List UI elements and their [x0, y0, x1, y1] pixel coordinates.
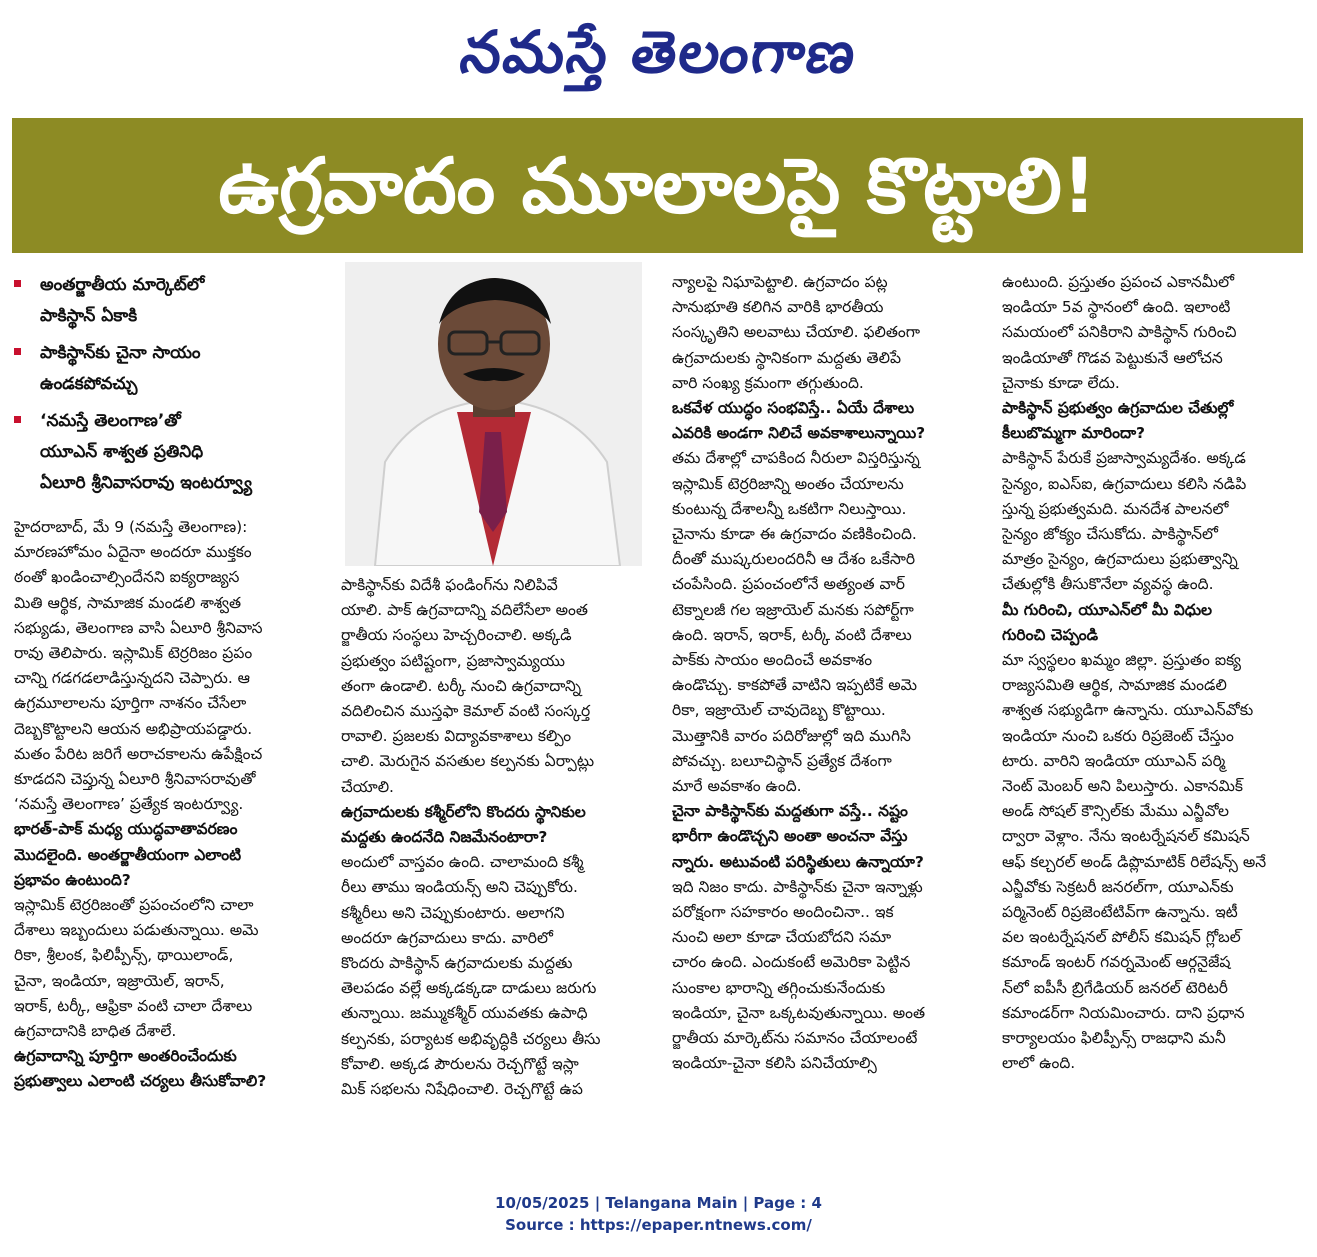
text-line: సభ్యుడు, తెలంగాణ వాసి ఏలూరి శ్రీనివాస: [14, 618, 263, 637]
question-line: మద్దతు ఉందనేది నిజమేనంటారా?: [341, 828, 548, 847]
text-line: న్యాలపై నిఘాపెట్టాలి. ఉగ్రవాదం పట్ల: [672, 273, 888, 291]
text-line: అండ్ సోషల్ కౌన్సిల్‌కు మేము ఎన్జీవోల: [1002, 802, 1229, 821]
text-line: మారణహోమం ఏదైనా అందరూ ముక్తకం: [14, 543, 252, 562]
text-line: చాన్ని గడగడలాడిస్తున్నదని చెప్పారు. ఆ: [14, 669, 251, 688]
text-line: ఇండియా-చైనా కలిసి పనిచేయాల్సి: [672, 1054, 877, 1073]
highlight-item: [12, 406, 332, 499]
question-line: ఒకవేళ యుద్ధం సంభవిస్తే.. ఏయే దేశాలు: [672, 399, 915, 418]
text-line: ర్జాతీయ మార్కెట్‌ను సమానం చేయాలంటే: [672, 1029, 918, 1048]
highlight-item: [12, 338, 332, 400]
bullet-square-icon: [14, 416, 21, 423]
text-line: చైనాను కూడా ఈ ఉగ్రవాదం వణికించింది.: [672, 525, 917, 544]
question-line: న్నారు. అటువంటి పరిస్థితులు ఉన్నాయా?: [672, 852, 924, 871]
text-line: ఇండియా, చైనా ఒక్కటవుతున్నాయి. అంత: [672, 1003, 926, 1022]
text-line: రావు తెలిపారు. ఇస్లామిక్ టెర్రరిజం ప్రపం: [14, 644, 253, 663]
text-line: ఠంతో ఖండించాల్సిందేనని ఐక్యరాజ్యస: [14, 568, 240, 587]
text-line: హైదరాబాద్, మే 9 (నమస్తే తెలంగాణ):: [14, 518, 248, 536]
article-column-4: [1002, 270, 1304, 1077]
text-line: పోవచ్చు. బలూచిస్థాన్ ప్రత్యేక దేశంగా: [672, 751, 892, 770]
text-line: చాలి. మెరుగైన వసతుల కల్పనకు ఏర్పాట్లు: [341, 752, 595, 771]
text-line: ఇది నిజం కాదు. పాకిస్థాన్‌కు చైనా ఇన్నాళ్లు: [672, 877, 923, 896]
text-line: రీలు తాము ఇండియన్స్ అని చెప్పుకోరు.: [341, 878, 578, 897]
source-link[interactable]: Source : https://epaper.ntnews.com/: [505, 1216, 812, 1234]
text-line: నుంచి అలా కూడా చేయబోదని సమా: [672, 928, 892, 947]
highlight-line: ఉండకపోవచ్చు: [40, 374, 138, 394]
question-line: కీలుబొమ్మగా మారిందా?: [1002, 424, 1146, 443]
text-line: స్తున్న ప్రభుత్వమది. మనదేశ పాలనలో: [1002, 499, 1229, 518]
question-line: ఉగ్రవాదులకు కశ్మీర్‌లోని కొందరు స్థానికుల: [341, 802, 586, 821]
text-line: ‘నమస్తే తెలంగాణ’ ప్రత్యేక ఇంటర్వ్యూ.: [14, 795, 244, 814]
text-line: ఉండొచ్చు. కాకపోతే వాటిని ఇప్పటికే అమె: [672, 676, 918, 695]
text-line: ద్వారా వెళ్లాం. నేను ఇంటర్నేషనల్ కమిషన్: [1002, 827, 1250, 846]
text-line: శాశ్వత సభ్యుడిగా ఉన్నాను. యూఎన్‌వోకు: [1002, 701, 1254, 720]
question-line: పాకిస్థాన్ ప్రభుత్వం ఉగ్రవాదుల చేతుల్లో: [1002, 399, 1234, 418]
text-line: అందరూ ఉగ్రవాదులు కాదు. వారిలో: [341, 928, 553, 947]
text-line: రావాలి. ప్రజలకు విద్యావకాశాలు కల్పిం: [341, 727, 572, 746]
text-line: లాలో ఉంది.: [1002, 1054, 1076, 1073]
text-line: ఇరాక్, టర్కీ, ఆఫ్రికా వంటి చాలా దేశాలు: [14, 996, 253, 1015]
text-line: రికా, శ్రీలంక, ఫిలిప్పీన్స్, థాయిలాండ్,: [14, 946, 234, 965]
text-line: పాకిస్థాన్‌కు విదేశీ ఫండింగ్‌ను నిలిపివే: [341, 576, 558, 594]
text-line: పాకిస్థాన్ పేరుకే ప్రజాస్వామ్యదేశం. అక్కడ: [1002, 449, 1246, 468]
question-line: మొదలైంది. అంతర్జాతీయంగా ఎలాంటి: [14, 845, 242, 864]
question-line: ఉగ్రవాదాన్ని పూర్తిగా అంతరించేందుకు: [14, 1047, 237, 1066]
text-line: కుంటున్న దేశాలన్నీ ఒకటిగా నిలుస్తాయి.: [672, 499, 907, 518]
text-line: సైన్యం జోక్యం చేసుకోదు. పాకిస్థాన్‌లో: [1002, 525, 1218, 544]
highlight-line: పాకిస్థాన్ ఏకాకి: [40, 306, 138, 326]
text-line: ఇస్లామిక్ టెర్రరిజాన్ని అంతం చేయాలను: [672, 474, 904, 493]
text-line: రాజ్యసమితి ఆర్థిక, సామాజిక మండలి: [1002, 676, 1227, 695]
text-line: ఇండియా నుంచి ఒకరు రిప్రజెంట్ చేస్తుం: [1002, 726, 1234, 745]
text-line: కశ్మీరీలు అని చెప్పుకుంటారు. అలాగని: [341, 903, 565, 922]
highlight-item: [12, 270, 332, 332]
text-line: మిక్ సభలను నిషేధించాలి. రెచ్చగొట్టే ఉప: [341, 1080, 583, 1099]
portrait-photo: [345, 262, 642, 566]
text-line: ర్జాతీయ సంస్థలు హెచ్చరించాలి. అక్కడి: [341, 626, 572, 645]
question-line: ప్రభుత్వాలు ఎలాంటి చర్యలు తీసుకోవాలి?: [14, 1072, 267, 1091]
text-line: తమ దేశాల్లో చాపకింద నీరులా విస్తరిస్తున్న: [672, 449, 920, 468]
text-line: చేతుల్లోకి తీసుకొనేలా వ్యవస్థ ఉంది.: [1002, 575, 1214, 594]
text-line: రికా, ఇజ్రాయెల్ చావుదెబ్బ కొట్టాయి.: [672, 701, 886, 720]
question-line: గురించి చెప్పండి: [1002, 625, 1099, 644]
text-line: ఇండియా 5వ స్థానంలో ఉంది. ఇలాంటి: [1002, 298, 1231, 317]
text-line: టారు. వారిని ఇండియా యూఎన్ పర్మి: [1002, 751, 1226, 770]
text-line: వదిలించిన ముస్తఫా కెమాల్ వంటి సంస్కర్త: [341, 702, 591, 721]
text-line: చేయాలి.: [341, 777, 394, 796]
text-line: తంగా ఉండాలి. టర్కీ నుంచి ఉగ్రవాదాన్ని: [341, 676, 582, 695]
text-line: ఉగ్రవాదులకు స్థానికంగా మద్దతు తెలిపే: [672, 348, 901, 367]
highlight-line: పాకిస్థాన్‌కు చైనా సాయం: [40, 343, 201, 363]
text-line: మారే అవకాశం ఉంది.: [672, 777, 802, 796]
text-line: పర్మినెంట్ రిప్రజెంటేటివ్‌గా ఉన్నాను. ఇటీ: [1002, 903, 1238, 922]
text-line: కార్యాలయం ఫిలిప్పీన్స్ రాజధాని మనీ: [1002, 1029, 1226, 1048]
text-line: సమయంలో పనికిరాని పాకిస్థాన్ గురించి: [1002, 323, 1237, 342]
headline: ఉగ్రవాదం మూలాలపై కొట్టాలి!: [218, 141, 1097, 230]
question-line: ఎవరికి అండగా నిలిచే అవకాశాలున్నాయి?: [672, 424, 926, 443]
page-footer: [0, 1192, 1317, 1236]
highlight-line: ఏలూరి శ్రీనివాసరావు ఇంటర్వ్యూ: [40, 473, 253, 493]
article-column-2: [341, 573, 647, 1102]
question-line: ప్రభావం ఉంటుంది?: [14, 870, 131, 889]
bullet-square-icon: [14, 348, 21, 355]
text-line: పాక్‌కు సాయం అందించే అవకాశం: [672, 651, 873, 670]
text-line: కోవాలి. అక్కడ పౌరులను రెచ్చగొట్టే ఇస్లా: [341, 1054, 579, 1073]
text-line: నెంట్ మెంబర్ అని పిలుస్తారు. ఎకానమిక్: [1002, 777, 1243, 796]
portrait-illustration: [345, 262, 642, 566]
text-line: సానుభూతి కలిగిన వారికి భారతీయ: [672, 298, 884, 317]
text-line: సంస్కృతిని అలవాటు చేయాలి. ఫలితంగా: [672, 323, 921, 342]
text-line: దెబ్బకొట్టాలని ఆయన అభిప్రాయపడ్డారు.: [14, 719, 253, 738]
text-line: చైనా, ఇండియా, ఇజ్రాయెల్, ఇరాన్,: [14, 971, 225, 990]
highlight-line: అంతర్జాతీయ మార్కెట్‌లో: [40, 275, 205, 295]
text-line: దీంతో ముష్కరులందరినీ ఆ దేశం ఒకేసారి: [672, 550, 916, 569]
edition-info: 10/05/2025 | Telangana Main | Page : 4: [495, 1194, 822, 1212]
text-line: చైనాకు కూడా లేదు.: [1002, 373, 1120, 392]
text-line: ఇస్లామిక్ టెర్రరిజంతో ప్రపంచంలోని చాలా: [14, 896, 254, 915]
text-line: ఉంటుంది. ప్రస్తుతం ప్రపంచ ఎకానమీలో: [1002, 273, 1235, 291]
highlights-list: [12, 270, 332, 505]
text-line: ఉగ్రమూలాలను పూర్తిగా నాశనం చేసేలా: [14, 694, 247, 713]
text-line: చంపేసింది. ప్రపంచంలోనే అత్యంత వార్: [672, 575, 905, 594]
text-line: అందులో వాస్తవం ఉంది. చాలామంది కశ్మీ: [341, 853, 584, 872]
masthead: [0, 4, 1317, 104]
question-line: చైనా పాకిస్థాన్‌కు మద్దతుగా వస్తే.. నష్టం: [672, 802, 908, 821]
text-line: కమాండ్ ఇంటర్ గవర్నమెంట్ ఆర్గనైజేష: [1002, 953, 1231, 972]
text-line: చారం ఉంది. ఎందుకంటే అమెరికా పెట్టిన: [672, 953, 911, 972]
headline-band: [12, 118, 1303, 253]
text-line: తెలపడం వల్లే అక్కడక్కడా దాడులు జరుగు: [341, 979, 597, 998]
question-line: భారీగా ఉండొచ్చని అంతా అంచనా వేస్తు: [672, 827, 908, 846]
article-column-3: [672, 270, 978, 1077]
text-line: సుంకాల భారాన్ని తగ్గించుకునేందుకు: [672, 978, 886, 997]
text-line: ఉంది. ఇరాన్, ఇరాక్, టర్కీ వంటి దేశాలు: [672, 625, 912, 644]
bullet-square-icon: [14, 280, 21, 287]
article-column-1: [14, 515, 316, 1095]
text-line: కమాండర్‌గా నియమించారు. దాని ప్రధాన: [1002, 1003, 1245, 1022]
text-line: యాలి. పాక్ ఉగ్రవాదాన్ని వదిలేసేలా అంత: [341, 601, 588, 620]
text-line: మతం పేరిట జరిగే అరాచకాలను ఉపేక్షించ: [14, 744, 263, 763]
text-line: వల ఇంటర్నేషనల్ పోలీస్ కమిషన్ గ్లోబల్: [1002, 928, 1241, 947]
text-line: దేశాలు ఇబ్బందులు పడుతున్నాయి. అమె: [14, 921, 259, 940]
newspaper-name: నమస్తే తెలంగాణ: [455, 18, 862, 86]
text-line: ప్రభుత్వం పటిష్టంగా, ప్రజాస్వామ్యయు: [341, 651, 566, 670]
question-line: మీ గురించి, యూఎన్‌లో మీ విధుల: [1002, 600, 1213, 619]
text-line: న్‌లో ఐపీసీ బ్రిగేడియర్ జనరల్ టెరిటరీ: [1002, 978, 1228, 997]
text-line: ఎన్జీవోకు సెక్రటరీ జనరల్‌గా, యూఎన్‌కు: [1002, 877, 1234, 896]
text-line: తున్నాయి. జమ్ముకశ్మీర్ యువతకు ఉపాధి: [341, 1004, 588, 1023]
text-line: పరోక్షంగా సహకారం అందించినా.. ఇక: [672, 903, 894, 922]
text-line: మాత్రం సైన్యం, ఉగ్రవాదులు ప్రభుత్వాన్ని: [1002, 550, 1238, 569]
text-line: ఆఫ్ కల్చరల్ అండ్ డిప్లొమాటిక్ రిలేషన్స్ అనే: [1002, 852, 1267, 871]
text-line: వారి సంఖ్య క్రమంగా తగ్గుతుంది.: [672, 373, 864, 392]
text-line: ఉగ్రవాదానికి బాధిత దేశాలే.: [14, 1022, 177, 1041]
text-line: మొత్తానికి వారం పదిరోజుల్లో ఇది ముగిసి: [672, 726, 911, 745]
highlight-line: యూఎన్ శాశ్వత ప్రతినిధి: [40, 442, 204, 462]
question-line: భారత్-పాక్ మధ్య యుద్ధవాతావరణం: [14, 820, 238, 839]
text-line: మా స్వస్థలం ఖమ్మం జిల్లా. ప్రస్తుతం ఐక్య: [1002, 651, 1242, 670]
text-line: ఇండియాతో గొడవ పెట్టుకునే ఆలోచన: [1002, 348, 1223, 367]
text-line: టెక్నాలజీ గల ఇజ్రాయెల్ మనకు సపోర్ట్‌గా: [672, 600, 914, 619]
text-line: కూడదని చెప్తున్న ఏలూరి శ్రీనివాసరావుతో: [14, 770, 256, 789]
text-line: సైన్యం, ఐఎస్ఐ, ఉగ్రవాదులు కలిసి నడిపి: [1002, 474, 1247, 493]
text-line: కల్పనకు, పర్యాటక అభివృద్ధికి చర్యలు తీసు: [341, 1029, 601, 1048]
text-line: కొందరు పాకిస్థాన్ ఉగ్రవాదులకు మద్దతు: [341, 954, 573, 973]
highlight-line: ‘నమస్తే తెలంగాణ’తో: [40, 411, 181, 431]
text-line: మితి ఆర్థిక, సామాజిక మండలి శాశ్వత: [14, 593, 242, 612]
